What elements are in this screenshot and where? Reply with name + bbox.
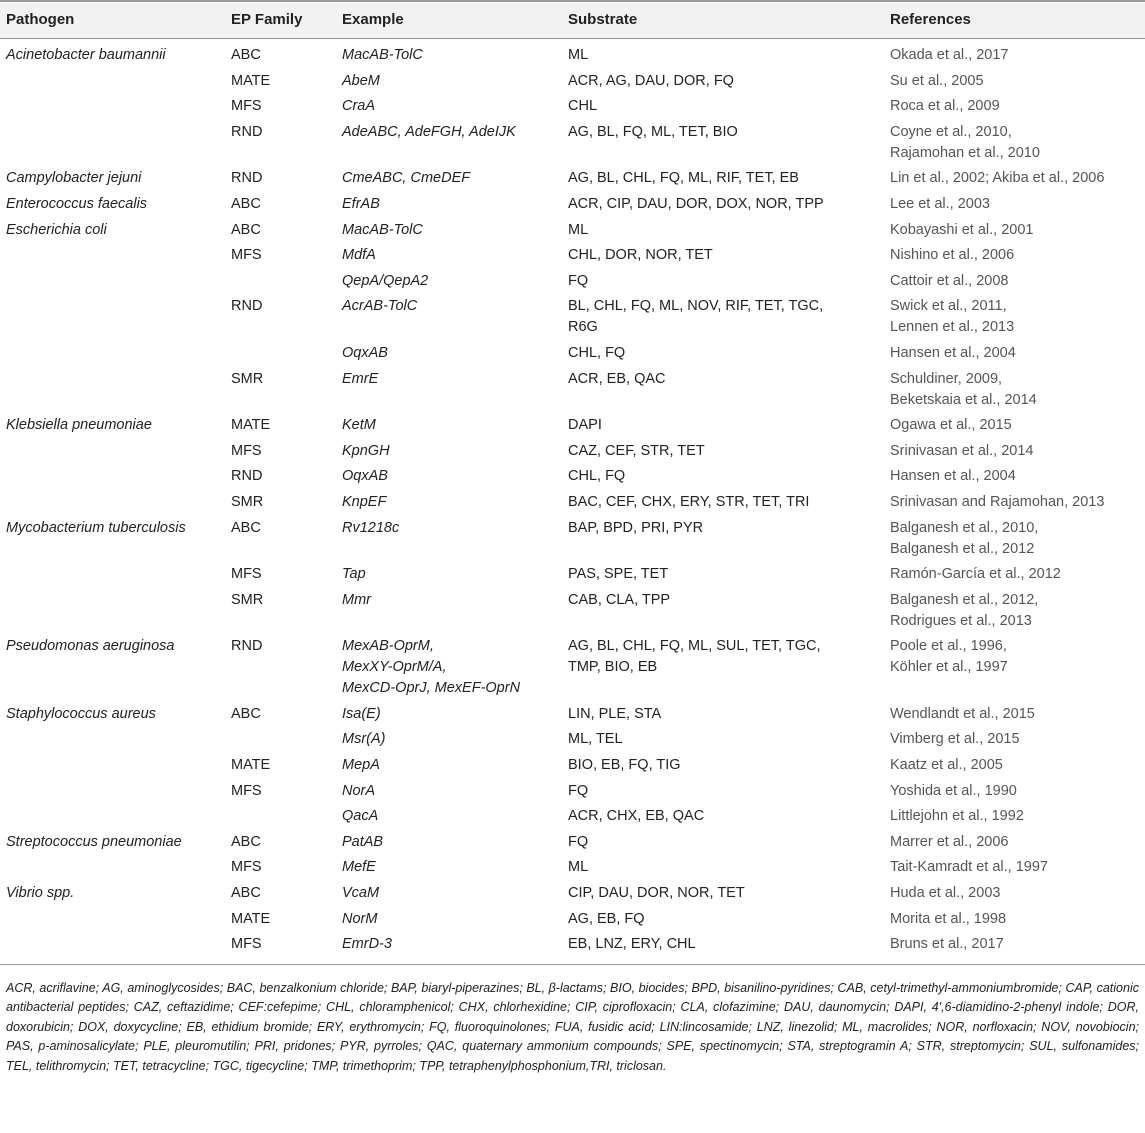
- ep-family-cell: RND: [231, 298, 263, 315]
- header-example: Example: [338, 1, 564, 39]
- ep-family-cell: MATE: [231, 910, 271, 927]
- table-row: [0, 906, 1145, 932]
- substrate-cell: ML, TEL: [568, 731, 623, 748]
- reference-cell: Roca et al., 2009: [890, 98, 1000, 115]
- ep-family-cell: MATE: [231, 417, 271, 434]
- pathogen-cell: [0, 855, 227, 881]
- ep-family-cell: ABC: [231, 519, 261, 536]
- substrate-cell: BAC, CEF, CHX, ERY, STR, TET, TRI: [568, 493, 810, 510]
- reference-cell: Coyne et al., 2010, Rajamohan et al., 2010: [890, 123, 1040, 161]
- substrate-cell: CHL, FQ: [568, 344, 626, 361]
- example-cell: MacAB-TolC: [342, 221, 423, 238]
- table-header: [0, 1, 1145, 39]
- substrate-cell: AG, BL, CHL, FQ, ML, RIF, TET, EB: [568, 170, 799, 187]
- example-cell: MacAB-TolC: [342, 47, 423, 63]
- reference-cell: Bruns et al., 2017: [890, 936, 1004, 953]
- ep-family-cell: MFS: [231, 98, 262, 115]
- substrate-cell: ACR, CHX, EB, QAC: [568, 808, 705, 825]
- table-row: [0, 881, 1145, 907]
- table-row: [0, 490, 1145, 516]
- pathogen-cell: [0, 366, 227, 413]
- pathogen-cell: [0, 727, 227, 753]
- table-row: [0, 39, 1145, 69]
- table-footnote: ACR, acriflavine; AG, aminoglycosides; BAC, benzalkonium chloride; BAP, biaryl-piperazines; BL, β-lactams; BIO, biocides; BPD, bisanilino-pyridines; CAB, cetyl-trimethyl-ammoniumbromide; CAP, cationic antibacterial peptides; CAZ, ceftazidime; CEF:cefepime; CHL, chloramphenicol; CHX, chlorhexidine; CIP, ciprofloxacin; CLA, clofazimine; DAU, daunomycin; DAPI, 4′,6-diamidino-2-phenyl indole; DOR, doxorubicin; DOX, doxycycline; EB, ethidium bromide; ERY, erythromycin; FQ, fluoroquinolones; FUA, fusidic acid; LIN:lincosamide; LNZ, linezolid; ML, macrolides; NOR, norfloxacin; NOV, novobiocin; PAS, p-aminosalicylate; PLE, pleuromutilin; PRI, pridones; PYR, pyrroles; QAC, quaternary ammonium compounds; SPE, spectinomycin; STA, streptogramin A; STR, streptomycin; SUL, sulfonamides; TEL, telithromycin; TET, tetracycline; TGC, tigecycline; TMP, trimethoprim; TPP, tetraphenylphosphonium,TRI, triclosan.: [0, 964, 1145, 1077]
- example-cell: MefE: [342, 859, 376, 876]
- substrate-cell: ACR, EB, QAC: [568, 370, 666, 387]
- ep-family-cell: SMR: [231, 370, 264, 387]
- substrate-cell: ML: [568, 47, 589, 63]
- table-row: [0, 464, 1145, 490]
- reference-cell: Lee et al., 2003: [890, 195, 990, 212]
- ep-family-cell: RND: [231, 123, 263, 140]
- ep-family-cell: MFS: [231, 247, 262, 264]
- example-cell: KnpEF: [342, 493, 387, 510]
- example-cell: NorM: [342, 910, 378, 927]
- pathogen-cell: [0, 294, 227, 341]
- substrate-cell: DAPI: [568, 417, 602, 434]
- example-cell: Msr(A): [342, 731, 386, 748]
- table-row: [0, 366, 1145, 413]
- pathogen-cell: [0, 753, 227, 779]
- ep-family-cell: MFS: [231, 442, 262, 459]
- pathogen-cell: [0, 94, 227, 120]
- pathogen-cell: Mycobacterium tuberculosis: [6, 519, 186, 536]
- pathogen-cell: [0, 68, 227, 94]
- table-row: [0, 341, 1145, 367]
- example-cell: Rv1218c: [342, 519, 400, 536]
- ep-family-cell: MATE: [231, 757, 271, 774]
- reference-cell: Okada et al., 2017: [890, 47, 1009, 63]
- reference-cell: Kaatz et al., 2005: [890, 757, 1003, 774]
- pathogen-cell: [0, 438, 227, 464]
- ep-family-cell: MATE: [231, 72, 271, 89]
- substrate-cell: PAS, SPE, TET: [568, 566, 669, 583]
- example-cell: EmrD-3: [342, 936, 392, 953]
- ep-family-cell: ABC: [231, 221, 261, 238]
- example-cell: CraA: [342, 98, 376, 115]
- table-row: [0, 727, 1145, 753]
- table-row: [0, 634, 1145, 702]
- reference-cell: Kobayashi et al., 2001: [890, 221, 1034, 238]
- substrate-cell: AG, EB, FQ: [568, 910, 645, 927]
- substrate-cell: ACR, AG, DAU, DOR, FQ: [568, 72, 734, 89]
- pathogen-cell: Campylobacter jejuni: [6, 170, 142, 187]
- reference-cell: Su et al., 2005: [890, 72, 984, 89]
- substrate-cell: CHL, DOR, NOR, TET: [568, 247, 713, 264]
- example-cell: OqxAB: [342, 468, 388, 485]
- table-row: [0, 268, 1145, 294]
- table-row: [0, 68, 1145, 94]
- table-row: [0, 217, 1145, 243]
- table-row: [0, 855, 1145, 881]
- table-row: [0, 702, 1145, 728]
- pathogen-cell: [0, 243, 227, 269]
- ep-family-cell: ABC: [231, 195, 261, 212]
- pathogen-cell: Pseudomonas aeruginosa: [6, 638, 175, 655]
- header-references: References: [886, 1, 1145, 39]
- substrate-cell: BAP, BPD, PRI, PYR: [568, 519, 704, 536]
- ep-family-cell: [227, 804, 338, 830]
- ep-family-cell: ABC: [231, 705, 261, 722]
- table-row: [0, 587, 1145, 634]
- table-row: [0, 438, 1145, 464]
- pathogen-cell: [0, 778, 227, 804]
- reference-cell: Morita et al., 1998: [890, 910, 1007, 927]
- reference-cell: Ramón-García et al., 2012: [890, 566, 1061, 583]
- pathogen-cell: [0, 804, 227, 830]
- pathogen-cell: [0, 932, 227, 958]
- reference-cell: Huda et al., 2003: [890, 885, 1001, 902]
- substrate-cell: FQ: [568, 833, 589, 850]
- example-cell: AbeM: [342, 72, 380, 89]
- table-row: [0, 166, 1145, 192]
- substrate-cell: CHL, FQ: [568, 468, 626, 485]
- substrate-cell: BL, CHL, FQ, ML, NOV, RIF, TET, TGC, R6G: [568, 298, 824, 336]
- substrate-cell: CAZ, CEF, STR, TET: [568, 442, 705, 459]
- example-cell: MepA: [342, 757, 380, 774]
- pathogen-cell: Streptococcus pneumoniae: [6, 833, 182, 850]
- substrate-cell: FQ: [568, 782, 589, 799]
- pathogen-cell: Vibrio spp.: [6, 885, 75, 902]
- example-cell: KpnGH: [342, 442, 390, 459]
- table-row: [0, 562, 1145, 588]
- reference-cell: Nishino et al., 2006: [890, 247, 1015, 264]
- header-row: [0, 1, 1145, 39]
- reference-cell: Tait-Kamradt et al., 1997: [890, 859, 1048, 876]
- substrate-cell: ML: [568, 859, 589, 876]
- table-row: [0, 830, 1145, 856]
- header-substrate: Substrate: [564, 1, 886, 39]
- reference-cell: Lin et al., 2002; Akiba et al., 2006: [890, 170, 1105, 187]
- example-cell: OqxAB: [342, 344, 388, 361]
- reference-cell: Schuldiner, 2009, Beketskaia et al., 2014: [890, 370, 1037, 408]
- example-cell: NorA: [342, 782, 376, 799]
- table-row: [0, 119, 1145, 166]
- reference-cell: Balganesh et al., 2012, Rodrigues et al., 2013: [890, 591, 1039, 629]
- reference-cell: Balganesh et al., 2010, Balganesh et al., 2012: [890, 519, 1039, 557]
- reference-cell: Ogawa et al., 2015: [890, 417, 1012, 434]
- table-row: [0, 932, 1145, 958]
- reference-cell: Srinivasan et al., 2014: [890, 442, 1034, 459]
- ep-family-cell: SMR: [231, 591, 264, 608]
- reference-cell: Marrer et al., 2006: [890, 833, 1009, 850]
- reference-cell: Srinivasan and Rajamohan, 2013: [890, 493, 1105, 510]
- pathogen-cell: [0, 587, 227, 634]
- substrate-cell: AG, BL, FQ, ML, TET, BIO: [568, 123, 738, 140]
- table-row: [0, 515, 1145, 562]
- substrate-cell: LIN, PLE, STA: [568, 705, 662, 722]
- example-cell: VcaM: [342, 885, 380, 902]
- reference-cell: Poole et al., 1996, Köhler et al., 1997: [890, 638, 1008, 676]
- table-row: [0, 753, 1145, 779]
- example-cell: MexAB-OprM, MexXY-OprM/A, MexCD-OprJ, MexEF-OprN: [342, 638, 521, 697]
- pathogen-cell: [0, 490, 227, 516]
- ep-family-cell: RND: [231, 468, 263, 485]
- example-cell: Tap: [342, 566, 366, 583]
- ep-family-cell: ABC: [231, 833, 261, 850]
- table-row: [0, 243, 1145, 269]
- ep-family-cell: RND: [231, 170, 263, 187]
- header-ep-family: EP Family: [227, 1, 338, 39]
- reference-cell: Vimberg et al., 2015: [890, 731, 1020, 748]
- reference-cell: Hansen et al., 2004: [890, 344, 1016, 361]
- reference-cell: Littlejohn et al., 1992: [890, 808, 1024, 825]
- pathogen-cell: [0, 906, 227, 932]
- table-row: [0, 294, 1145, 341]
- pathogen-cell: Acinetobacter baumannii: [6, 47, 166, 63]
- ep-family-cell: MFS: [231, 782, 262, 799]
- substrate-cell: FQ: [568, 272, 589, 289]
- example-cell: CmeABC, CmeDEF: [342, 170, 471, 187]
- pathogen-cell: [0, 119, 227, 166]
- example-cell: MdfA: [342, 247, 376, 264]
- example-cell: KetM: [342, 417, 376, 434]
- reference-cell: Yoshida et al., 1990: [890, 782, 1017, 799]
- ep-family-cell: [227, 341, 338, 367]
- substrate-cell: BIO, EB, FQ, TIG: [568, 757, 681, 774]
- table-row: [0, 804, 1145, 830]
- reference-cell: Hansen et al., 2004: [890, 468, 1016, 485]
- table-row: [0, 94, 1145, 120]
- ep-family-cell: ABC: [231, 885, 261, 902]
- example-cell: QacA: [342, 808, 379, 825]
- ep-family-cell: MFS: [231, 936, 262, 953]
- substrate-cell: CHL: [568, 98, 598, 115]
- table-body: [0, 39, 1145, 958]
- ep-family-cell: SMR: [231, 493, 264, 510]
- example-cell: PatAB: [342, 833, 384, 850]
- pathogen-cell: Klebsiella pneumoniae: [6, 417, 152, 434]
- substrate-cell: CIP, DAU, DOR, NOR, TET: [568, 885, 745, 902]
- substrate-cell: EB, LNZ, ERY, CHL: [568, 936, 696, 953]
- ep-family-cell: ABC: [231, 47, 261, 63]
- example-cell: QepA/QepA2: [342, 272, 429, 289]
- ep-family-cell: [227, 268, 338, 294]
- pathogen-cell: Staphylococcus aureus: [6, 705, 156, 722]
- table-row: [0, 192, 1145, 218]
- substrate-cell: AG, BL, CHL, FQ, ML, SUL, TET, TGC, TMP, BIO, EB: [568, 638, 821, 676]
- ep-family-cell: RND: [231, 638, 263, 655]
- pathogen-cell: [0, 341, 227, 367]
- pathogen-cell: Enterococcus faecalis: [6, 195, 148, 212]
- example-cell: AdeABC, AdeFGH, AdeIJK: [342, 123, 516, 140]
- example-cell: EfrAB: [342, 195, 380, 212]
- table-row: [0, 778, 1145, 804]
- example-cell: AcrAB-TolC: [342, 298, 418, 315]
- ep-family-cell: [227, 727, 338, 753]
- ep-family-cell: MFS: [231, 859, 262, 876]
- pathogen-cell: [0, 562, 227, 588]
- reference-cell: Wendlandt et al., 2015: [890, 705, 1035, 722]
- ep-family-cell: MFS: [231, 566, 262, 583]
- substrate-cell: CAB, CLA, TPP: [568, 591, 671, 608]
- example-cell: Mmr: [342, 591, 371, 608]
- pathogen-cell: Escherichia coli: [6, 221, 107, 238]
- example-cell: Isa(E): [342, 705, 381, 722]
- substrate-cell: ML: [568, 221, 589, 238]
- table-row: [0, 413, 1145, 439]
- reference-cell: Cattoir et al., 2008: [890, 272, 1009, 289]
- substrate-cell: ACR, CIP, DAU, DOR, DOX, NOR, TPP: [568, 195, 824, 212]
- pathogen-cell: [0, 464, 227, 490]
- header-pathogen: Pathogen: [0, 1, 227, 39]
- pathogen-cell: [0, 268, 227, 294]
- example-cell: EmrE: [342, 370, 379, 387]
- reference-cell: Swick et al., 2011, Lennen et al., 2013: [890, 298, 1015, 336]
